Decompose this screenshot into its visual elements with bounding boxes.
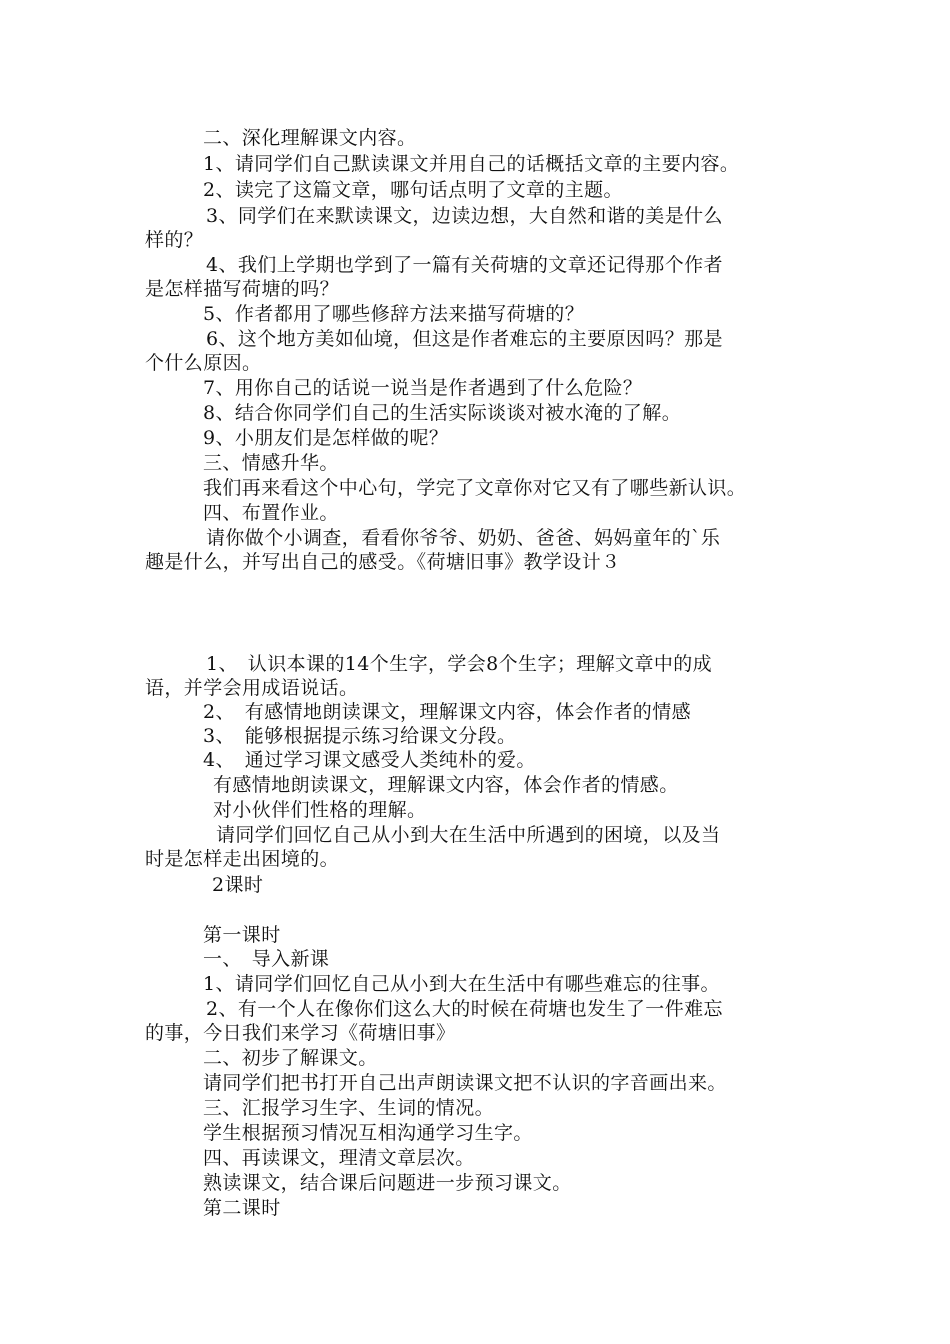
- lesson-heading-first: 第一课时: [203, 924, 281, 946]
- question-line-continued: 样的？: [145, 229, 204, 251]
- lesson-heading-second: 第二课时: [203, 1197, 281, 1219]
- paragraph-line: 请同学们把书打开自己出声朗读课文把不认识的字音画出来。: [203, 1072, 727, 1094]
- paragraph-line: 请你做个小调查，看看你爷爷、奶奶、爸爸、妈妈童年的`乐: [206, 527, 721, 549]
- key-point-line: 有感情地朗读课文，理解课文内容，体会作者的情感。: [213, 774, 679, 796]
- paragraph-line: 我们再来看这个中心句，学完了文章你对它又有了哪些新认识。: [203, 477, 747, 499]
- difficulty-line: 对小伙伴们性格的理解。: [213, 799, 427, 821]
- question-line: 9、小朋友们是怎样做的呢？: [203, 427, 449, 449]
- step-line: 1、请同学们回忆自己从小到大在生活中有哪些难忘的往事。: [203, 973, 720, 995]
- objective-line: 2、 有感情地朗读课文，理解课文内容，体会作者的情感: [203, 701, 691, 723]
- question-line: 6、这个地方美如仙境，但这是作者难忘的主要原因吗？那是: [206, 328, 723, 350]
- question-line-continued: 是怎样描写荷塘的吗？: [145, 278, 340, 300]
- class-hours: 2课时: [212, 874, 264, 896]
- question-line-continued: 个什么原因。: [145, 352, 262, 374]
- section-heading-emotion: 三、情感升华。: [203, 452, 339, 474]
- preparation-line: 请同学们回忆自己从小到大在生活中所遇到的困境，以及当: [216, 824, 721, 846]
- section-heading-intro: 一、 导入新课: [203, 948, 330, 970]
- question-line: 3、同学们在来默读课文，边读边想，大自然和谐的美是什么: [206, 205, 723, 227]
- paragraph-line: 学生根据预习情况互相沟通学习生字。: [203, 1122, 533, 1144]
- section-heading-report: 三、汇报学习生字、生词的情况。: [203, 1097, 495, 1119]
- paragraph-line-continued: 趣是什么，并写出自己的感受。《荷塘旧事》教学设计３: [145, 551, 621, 573]
- objective-line: 3、 能够根据提示练习给课文分段。: [203, 725, 517, 747]
- paragraph-line: 熟读课文，结合课后问题进一步预习课文。: [203, 1172, 572, 1194]
- objective-line-continued: 语，并学会用成语说话。: [145, 677, 359, 699]
- section-heading-reread: 四、再读课文，理清文章层次。: [203, 1147, 475, 1169]
- question-line: 7、用你自己的话说一说当是作者遇到了什么危险？: [203, 377, 643, 399]
- preparation-line-continued: 时是怎样走出困境的。: [145, 848, 340, 870]
- question-line: 2、读完了这篇文章，哪句话点明了文章的主题。: [203, 179, 623, 201]
- section-heading-homework: 四、布置作业。: [203, 502, 339, 524]
- step-line: 2、有一个人在像你们这么大的时候在荷塘也发生了一件难忘: [206, 998, 723, 1020]
- objective-line: 4、 通过学习课文感受人类纯朴的爱。: [203, 749, 536, 771]
- objective-line: 1、 认识本课的14个生字，学会8个生字；理解文章中的成: [206, 653, 713, 675]
- step-line-continued: 的事，今日我们来学习《荷塘旧事》: [145, 1022, 456, 1044]
- question-line: 5、作者都用了哪些修辞方法来描写荷塘的？: [203, 303, 585, 325]
- section-heading-deepen: 二、深化理解课文内容。: [203, 127, 417, 149]
- question-line: 1、请同学们自己默读课文并用自己的话概括文章的主要内容。: [203, 153, 740, 175]
- question-line: 8、结合你同学们自己的生活实际谈谈对被水淹的了解。: [203, 402, 682, 424]
- question-line: 4、我们上学期也学到了一篇有关荷塘的文章还记得那个作者: [206, 254, 723, 276]
- section-heading-understand: 二、初步了解课文。: [203, 1047, 378, 1069]
